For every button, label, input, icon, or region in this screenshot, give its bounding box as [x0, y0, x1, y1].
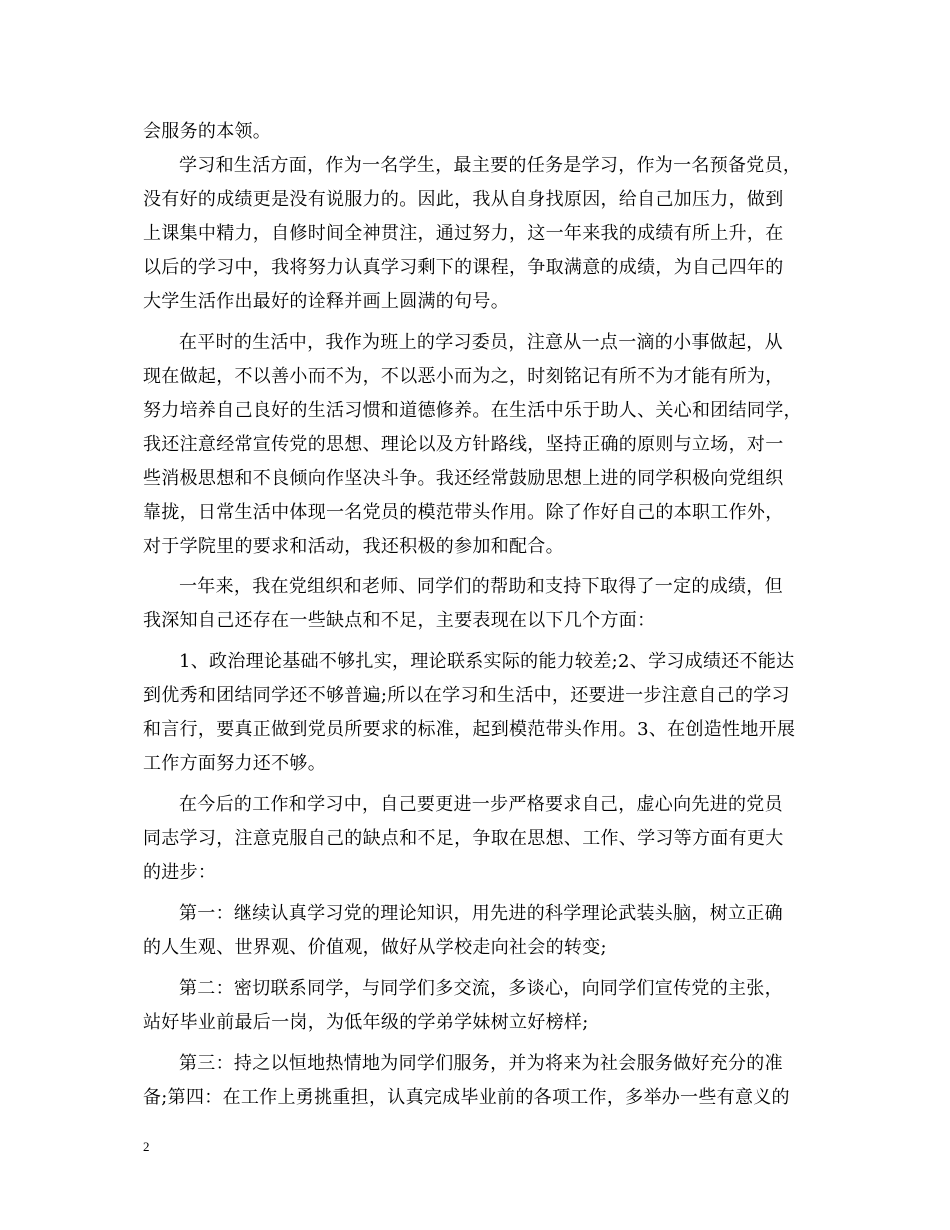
text-line: 大学生活作出最好的诠释并画上圆满的句号。: [143, 291, 509, 312]
text-line: 站好毕业前最后一岗，为低年级的学弟学妹树立好榜样;: [143, 1012, 589, 1033]
text-line: 我深知自己还存在一些缺点和不足，主要表现在以下几个方面：: [143, 610, 656, 631]
text-line: 同志学习，注意克服自己的缺点和不足，争取在思想、工作、学习等方面有更大: [143, 828, 784, 849]
text-line: 靠拢，日常生活中体现一名党员的模范带头作用。除了作好自己的本职工作外，: [143, 502, 784, 523]
text-line: 对于学院里的要求和活动，我还积极的参加和配合。: [143, 536, 564, 557]
text-line: 一年来，我在党组织和老师、同学们的帮助和支持下取得了一定的成绩，但: [179, 576, 783, 597]
text-line: 的进步：: [143, 862, 217, 883]
text-line: 的人生观、世界观、价值观，做好从学校走向社会的转变;: [143, 937, 607, 958]
text-line: 学习和生活方面，作为一名学生，最主要的任务是学习，作为一名预备党员，: [179, 155, 802, 176]
text-line: 以后的学习中，我将努力认真学习剩下的课程，争取满意的成绩，为自己四年的: [143, 257, 784, 278]
text-line: 备;第四：在工作上勇挑重担，认真完成毕业前的各项工作，多举办一些有意义的: [143, 1087, 790, 1108]
text-line: 第三：持之以恒地热情地为同学们服务，并为将来为社会服务做好充分的准: [179, 1053, 783, 1074]
text-line: 1、政治理论基础不够扎实，理论联系实际的能力较差;2、学习成绩还不能达: [179, 651, 795, 672]
text-line: 在平时的生活中，我作为班上的学习委员，注意从一点一滴的小事做起，从: [179, 332, 783, 353]
text-line: 没有好的成绩更是没有说服力的。因此，我从自身找原因，给自己加压力，做到: [143, 189, 784, 210]
text-line: 上课集中精力，自修时间全神贯注，通过努力，这一年来我的成绩有所上升，在: [143, 223, 784, 244]
text-line: 些消极思想和不良倾向作坚决斗争。我还经常鼓励思想上进的同学积极向党组织: [143, 468, 784, 489]
text-line: 现在做起，不以善小而不为，不以恶小而为之，时刻铭记有所不为才能有所为，: [143, 366, 784, 387]
page-number: 2: [143, 1139, 150, 1154]
text-line: 到优秀和团结同学还不够普遍;所以在学习和生活中，还要进一步注意自己的学习: [143, 685, 790, 706]
text-line: 会服务的本领。: [143, 121, 272, 142]
text-line: 工作方面努力还不够。: [143, 753, 326, 774]
text-line: 和言行，要真正做到党员所要求的标准，起到模范带头作用。3、在创造性地开展: [143, 719, 796, 740]
text-line: 努力培养自己良好的生活习惯和道德修养。在生活中乐于助人、关心和团结同学，: [143, 400, 802, 421]
text-line: 我还注意经常宣传党的思想、理论以及方针路线，坚持正确的原则与立场，对一: [143, 434, 784, 455]
text-line: 第一：继续认真学习党的理论知识，用先进的科学理论武装头脑，树立正确: [179, 903, 783, 924]
text-line: 第二：密切联系同学，与同学们多交流，多谈心，向同学们宣传党的主张，: [179, 978, 783, 999]
text-line: 在今后的工作和学习中，自己要更进一步严格要求自己，虚心向先进的党员: [179, 794, 783, 815]
